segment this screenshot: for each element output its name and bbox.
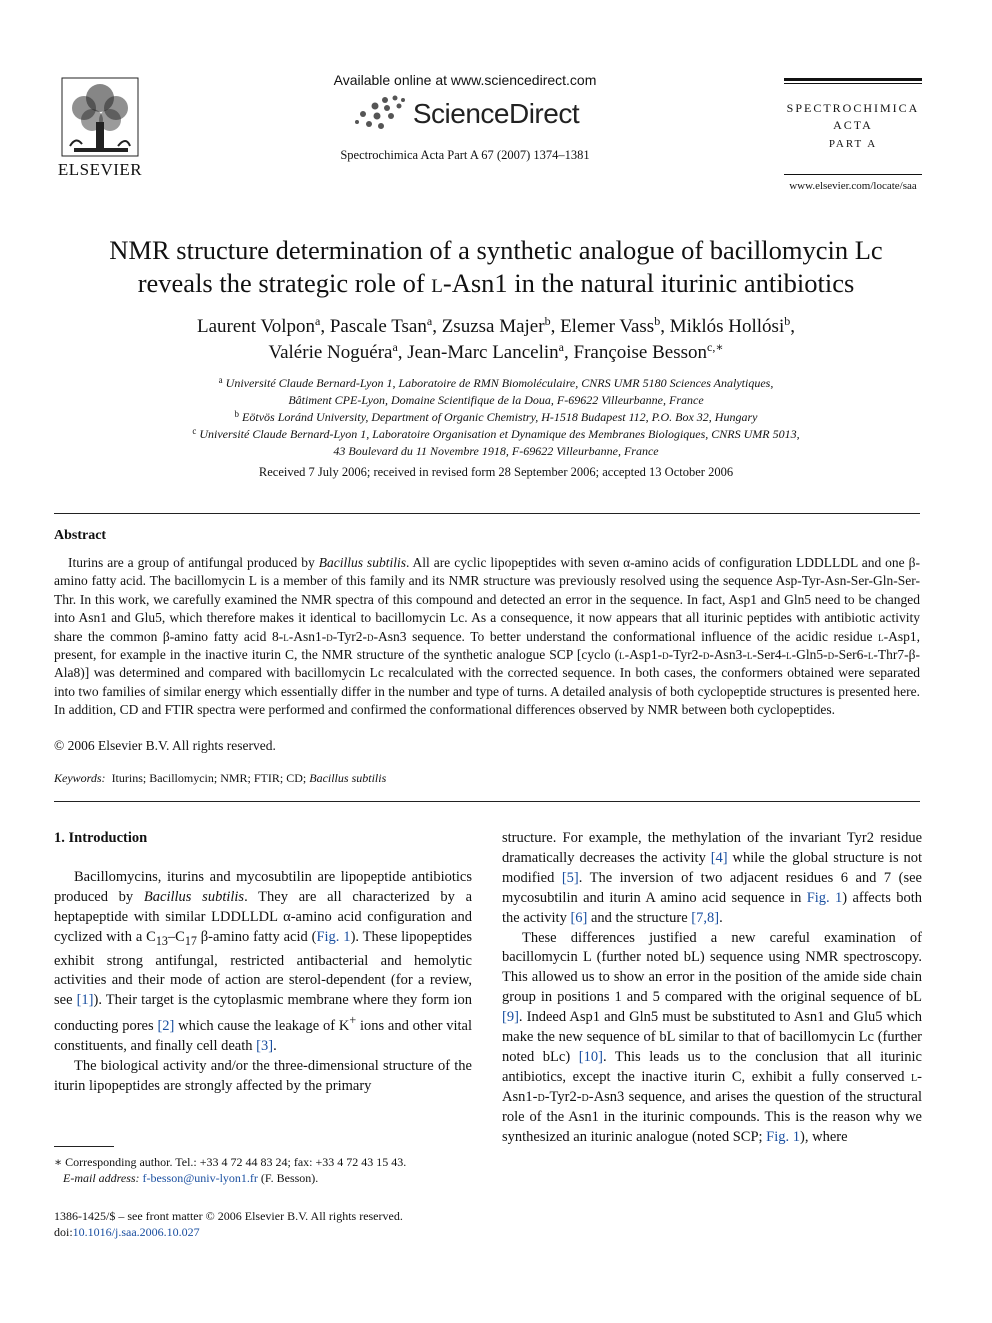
author-name[interactable]: Jean-Marc Lancelin (407, 342, 559, 363)
title-line (40, 267, 952, 300)
sciencedirect-block (300, 72, 630, 163)
author-affil-mark: a (392, 340, 398, 354)
author-affil-mark: b (784, 314, 791, 328)
title-line: NMR structure determination of a synthetic analogue of bacillomycin Lc (109, 235, 883, 265)
journal-name-line: SPECTROCHIMICA (786, 101, 920, 115)
author-sep: , (432, 316, 442, 337)
email-link[interactable]: f-besson@univ-lyon1.fr (142, 1171, 258, 1185)
title-text: -Asn1 in the natural iturinic antibiotics (442, 268, 855, 298)
doi-label: doi: (54, 1225, 73, 1239)
author-affil-mark: a (426, 314, 433, 328)
author-line (80, 340, 912, 366)
citation-link[interactable]: [4] (710, 849, 728, 866)
author-affil-mark: b (544, 314, 551, 328)
author-name[interactable]: Miklós Hollósi (669, 316, 785, 337)
issn-line: 1386-1425/$ – see front matter © 2006 Elsevier B.V. All rights reserved. (54, 1209, 403, 1223)
section-divider (54, 801, 920, 802)
affil-text: Eötvös Loránd University, Department of Organic Chemistry, H-1518 Budapest 112, P.O. Box 32, Hungary (242, 410, 758, 424)
citation-link[interactable]: [5] (561, 869, 579, 886)
affil-mark: a (218, 375, 223, 385)
citation-link[interactable]: [7,8] (691, 909, 720, 926)
email-suffix: (F. Besson). (257, 1171, 319, 1185)
title-text: l (431, 268, 443, 298)
page-footer (54, 1208, 472, 1240)
author-sep: , (660, 316, 670, 337)
sciencedirect-wordmark: ScienceDirect (412, 98, 580, 129)
body-paragraph: Bacillomycins, iturins and mycosubtilin are lipopeptide antibiotics produced by Bacillus subtilis. They are all characterized by a heptapeptide with similar LDDLLDL α-amino acid configuration and cyclized with a $C_{13}-C_{17}$ β-amino fatty acid (Fig. 1). These lipopeptides exhibit strong antifungal, restricted antibacterial and hemolytic activities and their mode of action are sterol-dependent (for a review, see [1]). Their target is the cytoplasmic membrane where they form ion conducting pores [2] which cause the leakage of K+ ions and other vital constituents, and finally cell death [3]. (54, 869, 473, 1054)
citation-link[interactable]: Fig. 1 (316, 928, 351, 945)
publisher-name: ELSEVIER (57, 160, 143, 179)
sciencedirect-logo[interactable] (300, 94, 630, 134)
body-column-right (502, 829, 922, 1148)
citation-link[interactable]: [10] (578, 1048, 603, 1065)
affil-text: Université Claude Bernard-Lyon 1, Laboratoire de RMN Biomoléculaire, CNRS UMR 5180 Sciences Analytiques, (225, 376, 774, 390)
doi-line (54, 1224, 472, 1240)
author-sep: , (397, 342, 408, 363)
author-name[interactable]: Valérie Noguéra (268, 342, 393, 363)
body-column-left (54, 868, 472, 1097)
author-affil-mark[interactable]: c,∗ (707, 340, 724, 354)
affil-mark: c (192, 426, 197, 436)
author-sep: , (550, 316, 561, 337)
author-list (80, 314, 912, 366)
citation-link[interactable]: Fig. 1 (766, 1128, 801, 1145)
journal-citation: Spectrochimica Acta Part A 67 (2007) 1374–1381 (340, 148, 590, 162)
citation-link[interactable]: [9] (502, 1009, 519, 1026)
section-heading-introduction: 1. Introduction (54, 830, 148, 846)
affiliation-line: Bâtiment CPE-Lyon, Domaine Scientifique de la Doua, F-69622 Villeurbanne, France (288, 393, 704, 407)
journal-part: PART A (828, 138, 878, 150)
author-affil-mark: b (654, 314, 661, 328)
author-name[interactable]: Zsuzsa Majer (441, 316, 545, 337)
author-sep: , (790, 316, 795, 337)
affiliation-line (90, 375, 902, 392)
section-divider (54, 513, 920, 514)
affiliation-line: 43 Boulevard du 11 Novembre 1918, F-69622 Villeurbanne, France (333, 444, 659, 458)
citation-link[interactable]: Fig. 1 (806, 889, 843, 906)
abstract-heading: Abstract (54, 528, 107, 543)
doi-link[interactable]: 10.1016/j.saa.2006.10.027 (72, 1225, 200, 1239)
affil-mark: b (234, 409, 240, 419)
journal-name (784, 100, 922, 134)
footnote-line: ∗ Corresponding author. Tel.: +33 4 72 44 83 24; fax: +33 4 72 43 15 43. (54, 1155, 407, 1169)
body-paragraph: structure. For example, the methylation of the invariant Tyr2 residue dramatically decreases the activity [4] while the global structure is not modified [5]. The inversion of two adjacent residues 6 and 7 (see mycosubtilin and iturin A amino acid sequence in Fig. 1) affects both the activity [6] and the structure [7,8]. (502, 830, 922, 926)
body-paragraph: These differences justified a new careful examination of bacillomycin L (further noted bL) sequence using NMR spectroscopy. This allowed us to show an error in the position of the amide side chain group in positions 1 and 5 compared with the original sequence of bL [9]. Indeed Asp1 and Gln5 must be substituted to Asn1 and Glu5 which make the new sequence of bL similar to that of bacillomycin Lc (further noted bLc) [10]. This leads us to the conclusion that all iturinic antibiotics, except the inactive iturin C, exhibit a fully conserved l-Asn1-d-Tyr2-d-Asn3 sequence, and arises the question of the structural role of the Asn1 in the iturinic compounds. This is the reason why we synthesized an iturinic analogue (noted SCP; Fig. 1), where (502, 929, 922, 1145)
affiliation-line (90, 409, 902, 426)
masthead-rule (784, 78, 922, 81)
abstract-text: Iturins are a group of antifungal produced by Bacillus subtilis. All are cyclic lipopeptides with seven α-amino acids of configuration LDDLLDL and one β-amino fatty acid. The bacillomycin L is a member of this family and its NMR structure was previously resolved using the sequence Asp-Tyr-Asn-Ser-Gln-Ser-Thr. In this work, we carefully examined the NMR spectra of this compound and detected an error in the sequence. In fact, Asp1 and Gln5 need to be changed into Asn1 and Glu5, which therefore makes it identical to bacillomycin Lc. As a consequence, it now appears that all iturinic peptides with antibiotic activity share the common β-amino fatty acid 8-l-Asn1-d-Tyr2-d-Asn3 sequence. To better understand the conformational influence of the acidic residue l-Asp1, present, for example in the inactive iturin C, the NMR structure of the synthetic analogue SCP [cyclo (l-Asp1-d-Tyr2-d-Asn3-l-Ser4-l-Gln5-d-Ser6-l-Thr7-β-Ala8)] was determined and compared with bacillomycin Lc recalculated with the corrected sequence. In both cases, the conformers obtained were separated into two families of similar energy which essentially differ in the number and type of turns. A detailed analysis of both cyclopeptide structures is presented here. In addition, CD and FTIR spectra were performed and confirmed the conformational differences observed by NMR between both cyclopeptides. (54, 555, 921, 718)
author-name[interactable]: Françoise Besson (573, 342, 708, 363)
received-dates: Received 7 July 2006; received in revised form 28 September 2006; accepted 13 October 2006 (258, 465, 734, 479)
keywords-list: Iturins; Bacillomycin; NMR; FTIR; CD; Bacillus subtilis (111, 771, 387, 785)
journal-url-link[interactable]: www.elsevier.com/locate/saa (789, 180, 917, 192)
author-sep: , (564, 342, 574, 363)
keywords-label: Keywords: (54, 771, 106, 785)
masthead-rule (784, 174, 922, 175)
corresponding-author-footnote (54, 1154, 472, 1186)
author-affil-mark: a (315, 314, 321, 328)
citation-link[interactable]: [1] (76, 992, 94, 1009)
citation-link[interactable]: [3] (256, 1037, 274, 1054)
sciencedirect-dots-icon (351, 94, 411, 134)
author-line (80, 314, 912, 340)
affiliation-line (90, 426, 902, 443)
citation-link[interactable]: [2] (157, 1018, 175, 1035)
article-title (40, 234, 952, 300)
footnote-rule (54, 1146, 114, 1147)
author-affil-mark: a (558, 340, 564, 354)
elsevier-logo (52, 76, 148, 180)
author-name[interactable]: Laurent Volpon (196, 316, 316, 337)
journal-name-line: ACTA (833, 118, 873, 132)
journal-masthead (784, 78, 922, 192)
author-name[interactable]: Elemer Vass (560, 316, 655, 337)
footnote-line (54, 1170, 472, 1186)
affil-text: Université Claude Bernard-Lyon 1, Laboratoire Organisation et Dynamique des Membranes Biologiques, CNRS UMR 5013, (199, 427, 800, 441)
available-online[interactable]: Available online at www.sciencedirect.com (333, 72, 597, 88)
body-paragraph: The biological activity and/or the three-dimensional structure of the iturin lipopeptides are strongly affected by the primary (54, 1057, 472, 1094)
elsevier-tree-icon (60, 76, 140, 158)
author-sep: , (320, 316, 330, 337)
masthead-rule (784, 83, 922, 84)
citation-link[interactable]: [6] (570, 909, 588, 926)
affiliations (90, 375, 902, 460)
author-name[interactable]: Pascale Tsan (329, 316, 427, 337)
abstract-copyright: © 2006 Elsevier B.V. All rights reserved. (54, 738, 276, 753)
title-text: reveals the strategic role of (137, 268, 432, 298)
email-label: E-mail address: (63, 1171, 140, 1185)
keywords (54, 771, 386, 786)
